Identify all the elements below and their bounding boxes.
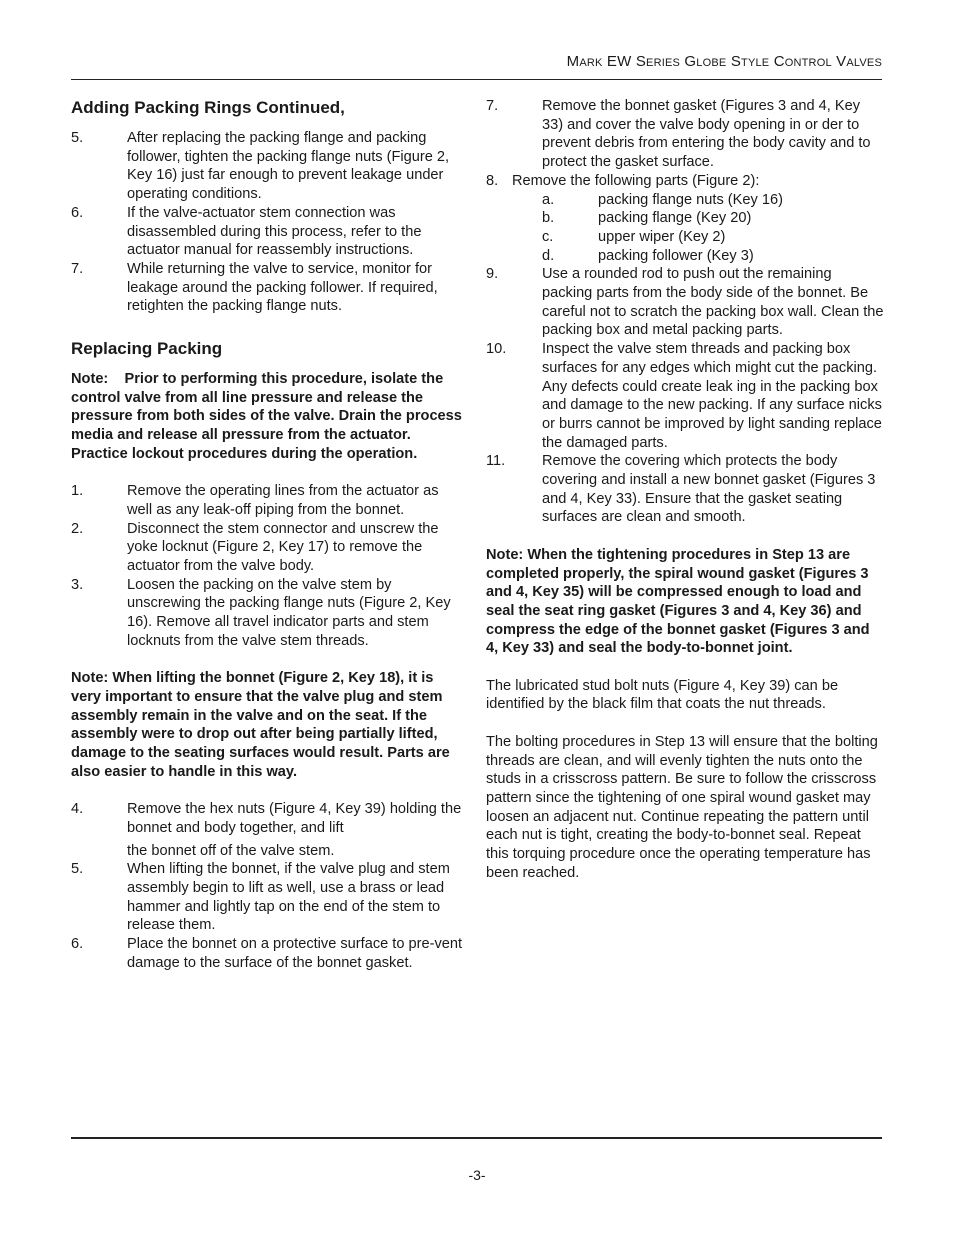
step-text: Disconnect the stem connector and unscrew the yoke locknut (Figure 2, Key 17) to remove the actuator from the valve body. [127, 520, 439, 575]
step-number: 7. [486, 98, 499, 114]
step-text: While returning the valve to service, monitor for leakage around the packing follower. If required, retighten the packing flange nuts. [127, 260, 438, 315]
list-item [486, 265, 884, 340]
step-text: Remove the bonnet gasket (Figures 3 and 4, Key 33) and cover the valve body opening in or der to prevent debris from entering the body cavity and to protect the gasket surface. [542, 98, 871, 171]
sub-text: packing follower (Key 3) [598, 247, 754, 264]
list-item [486, 172, 884, 191]
step-number: 8. [486, 172, 499, 189]
section-title-replacing-packing: Replacing Packing [71, 339, 223, 359]
steps-adding-packing [71, 129, 467, 316]
steps-right-8 [486, 172, 884, 191]
list-item [71, 204, 467, 260]
step-number: 6. [71, 936, 84, 953]
list-item [71, 800, 467, 837]
note-tightening: Note: When the tightening procedures in Step 13 are completed properly, the spiral wound gasket (Figures 3 and 4, Key 35) will be compressed enough to load and seal the seat ring gasket (Figures 3 and 4, Key 36) and compress the edge of the bonnet gasket (Figures 3 and 4, Key 33) and seal the body-to-bonnet joint. [486, 546, 870, 657]
sub-text: upper wiper (Key 2) [598, 228, 726, 245]
step-text: When lifting the bonnet, if the valve plug and stem assembly begin to lift as well, use a brass or lead hammer and lightly tap on the end of the stem to release them. [127, 861, 450, 934]
left-column [71, 97, 467, 972]
sub-list-parts [486, 191, 884, 266]
list-item [486, 247, 884, 266]
step-number: 3. [71, 576, 84, 593]
sub-text: packing flange (Key 20) [598, 210, 752, 227]
list-item [486, 340, 884, 452]
step-number: 11. [486, 453, 506, 470]
sub-number: c. [542, 228, 554, 245]
list-item [71, 129, 467, 204]
step-text: After replacing the packing flange and packing follower, tighten the packing flange nuts (Figure 2, Key 16) just far enough to prevent leakage under operating conditions. [127, 130, 450, 203]
step-text: Place the bonnet on a protective surface to pre-vent damage to the surface of the bonnet gasket. [127, 936, 463, 971]
steps-replacing-packing-c [71, 860, 467, 972]
list-item [71, 482, 467, 519]
step-number: 4. [71, 801, 84, 818]
step-text: If the valve-actuator stem connection was disassembled during this process, refer to the actuator manual for reassembly instructions. [127, 204, 422, 259]
note-lifting-bonnet: Note: When lifting the bonnet (Figure 2, Key 18), it is very important to ensure that the valve plug and stem assembly remain in the valve and on the seat. If the assembly were to drop out after being partially lifted, damage to the seating surfaces would result. Parts are also easier to handle in this way. [71, 670, 450, 780]
step-number: 5. [71, 861, 84, 878]
step-text: Remove the hex nuts (Figure 4, Key 39) holding the bonnet and body together, and lift [127, 801, 462, 836]
footer-rule [71, 1137, 882, 1139]
step-number: 1. [71, 483, 84, 500]
sub-number: d. [542, 247, 555, 264]
list-item [71, 260, 467, 316]
sub-number: a. [542, 191, 555, 208]
step-number: 10. [486, 341, 507, 358]
sub-number: b. [542, 210, 555, 227]
header-rule [71, 79, 882, 80]
steps-replacing-packing-b [71, 800, 467, 837]
step-text: Remove the operating lines from the actuator as well as any leak-off piping from the bonnet. [127, 483, 439, 518]
step-text: Remove the covering which protects the body covering and install a new bonnet gasket (Figures 3 and 4, Key 33). Ensure that the gasket seating surfaces are clean and smooth. [542, 453, 876, 526]
sub-text: packing flange nuts (Key 16) [598, 191, 783, 208]
step-text: Remove the following parts (Figure 2): [512, 172, 760, 189]
steps-right-7 [486, 97, 884, 172]
step-number: 5. [71, 130, 84, 146]
list-item [486, 228, 884, 247]
list-item [71, 520, 467, 576]
step-number: 7. [71, 260, 84, 277]
step-text: Loosen the packing on the valve stem by unscrewing the packing flange nuts (Figure 2, Key 16). Remove all travel indicator parts and stem locknuts from the valve stem threads. [127, 576, 451, 649]
step-number: 9. [486, 266, 499, 283]
list-item [71, 576, 467, 651]
steps-right-9-11 [486, 265, 884, 527]
paragraph-bolting-procedures: The bolting procedures in Step 13 will ensure that the bolting threads are clean, and will evenly tighten the nuts onto the studs in a crisscross pattern. Be sure to follow the crisscross pattern since the tightening of one spiral wound gasket may loosen an adjacent nut. Continue repeating the pattern until each nut is tight, creating the body-to-bonnet seal. Repeat this torquing procedure once the operating temperature has been reached. [486, 733, 878, 881]
paragraph-stud-bolt-nuts: The lubricated stud bolt nuts (Figure 4, Key 39) can be identified by the black film that coats the nut threads. [486, 677, 839, 713]
section-title-adding-packing: Adding Packing Rings Continued, [71, 98, 345, 117]
list-item [486, 452, 884, 527]
step-number: 6. [71, 204, 84, 221]
steps-replacing-packing-a [71, 482, 467, 650]
running-header: Mark EW Series Globe Style Control Valves [566, 53, 882, 70]
list-item [486, 209, 884, 228]
step-text: Inspect the valve stem threads and packing box surfaces for any edges which might cut the packing. Any defects could create leak ing in the packing box and damage to the new packing. If any surface nicks or burrs cannot be improved by light sanding replace the damaged parts. [542, 341, 882, 451]
right-column [486, 97, 884, 882]
step-number: 2. [71, 520, 84, 537]
list-item [71, 935, 467, 972]
step-text: Use a rounded rod to push out the remaining packing parts from the body side of the bonnet. Be careful not to scratch the packing box wall. Clean the packing box and metal packing parts. [542, 266, 884, 339]
list-item [71, 860, 467, 935]
page-number: -3- [468, 1167, 486, 1183]
step-continuation: the bonnet off of the valve stem. [127, 842, 335, 859]
list-item [486, 191, 884, 210]
list-item [486, 97, 884, 172]
note-isolate-pressure: Note: Prior to performing this procedure, isolate the control valve from all line pressure and release the pressure from both sides of the valve. Drain the process media and release all pressure from the actuator. Practice lockout procedures during the operation. [71, 371, 462, 462]
